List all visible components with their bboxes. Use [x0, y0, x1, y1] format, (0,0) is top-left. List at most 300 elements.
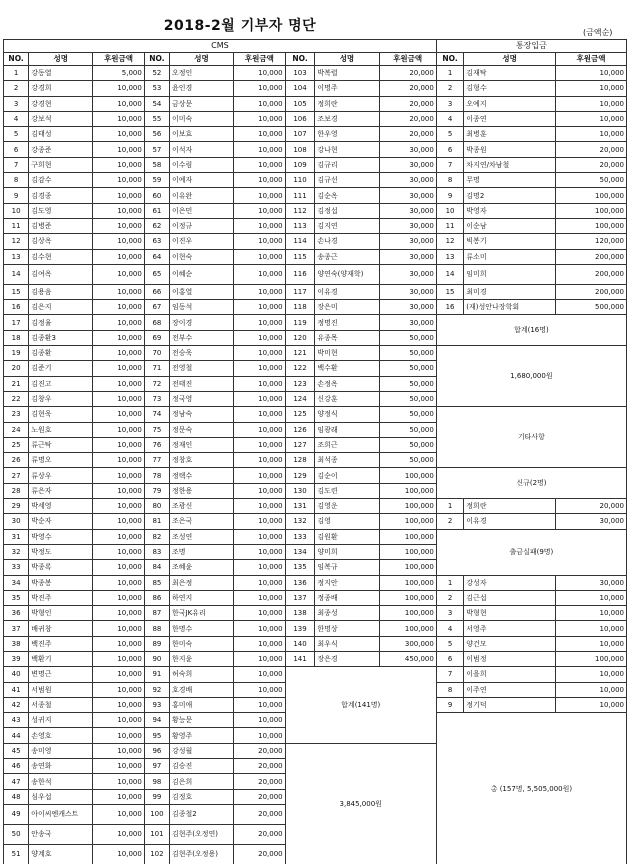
cell-amount: 10,000 [93, 218, 145, 233]
cell-amount: 10,000 [93, 111, 145, 126]
cell-amount: 120,000 [555, 234, 626, 249]
cell-no: 105 [285, 96, 315, 111]
cell-name: 유종목 [315, 330, 379, 345]
cell-no: 110 [285, 173, 315, 188]
cell-no: 2 [436, 590, 463, 605]
cell-no: 128 [285, 453, 315, 468]
cell-no: 36 [4, 606, 29, 621]
cell-name: 안송국 [29, 824, 93, 844]
cell-no: 31 [4, 529, 29, 544]
cell-name: 서영주 [464, 621, 556, 636]
cell-name: 박형현 [464, 606, 556, 621]
cell-name: 임미희 [464, 264, 556, 284]
cell-name: 백환기 [29, 651, 93, 666]
cell-amount: 10,000 [234, 346, 286, 361]
cell-no: 7 [436, 157, 463, 172]
col-header-no: NO. [436, 53, 463, 66]
cell-amount: 300,000 [379, 636, 436, 651]
cell-amount: 10,000 [93, 96, 145, 111]
cell-amount: 20,000 [379, 66, 436, 81]
cell-name: 김영 [315, 514, 379, 529]
cell-name: 하연지 [170, 590, 234, 605]
cell-no: 12 [436, 234, 463, 249]
cell-name: 한지윤 [170, 651, 234, 666]
cell-no: 5 [436, 127, 463, 142]
cell-name: 강나현 [315, 142, 379, 157]
table-row [4, 96, 627, 111]
cell-name: 이현숙 [170, 249, 234, 264]
cell-name: 김경종 [29, 188, 93, 203]
cell-name: 서종철 [29, 697, 93, 712]
table-row [4, 234, 627, 249]
table-row [4, 606, 627, 621]
cell-amount: 10,000 [93, 804, 145, 824]
cell-no: 133 [285, 529, 315, 544]
cell-name: 무명 [464, 173, 556, 188]
cell-name: 강성월 [170, 743, 234, 758]
table-row [4, 651, 627, 666]
cell-amount: 10,000 [234, 682, 286, 697]
cell-no: 103 [285, 66, 315, 81]
cell-amount: 50,000 [379, 453, 436, 468]
cell-amount: 20,000 [379, 81, 436, 96]
cell-amount: 10,000 [93, 315, 145, 330]
cell-name: 박복렬 [315, 66, 379, 81]
cell-name: 서범원 [29, 682, 93, 697]
cell-no: 1 [436, 499, 463, 514]
cell-amount: 10,000 [93, 142, 145, 157]
cell-no: 4 [436, 111, 463, 126]
cell-name: 김여옥 [29, 264, 93, 284]
cell-no: 136 [285, 575, 315, 590]
cell-no: 49 [4, 804, 29, 824]
cell-no: 33 [4, 560, 29, 575]
cell-no: 2 [436, 514, 463, 529]
cell-no: 1 [4, 66, 29, 81]
cell-amount: 100,000 [555, 651, 626, 666]
cell-amount: 10,000 [234, 483, 286, 498]
table-row [4, 218, 627, 233]
cell-amount: 10,000 [234, 529, 286, 544]
cell-name: 아이씨엔캐스트 [29, 804, 93, 824]
cell-name: 김정율 [29, 315, 93, 330]
cell-name: 정택수 [170, 468, 234, 483]
cell-amount: 10,000 [234, 157, 286, 172]
cell-name: 이종연 [464, 111, 556, 126]
cell-no: 119 [285, 315, 315, 330]
cell-no: 109 [285, 157, 315, 172]
cell-amount: 10,000 [93, 127, 145, 142]
cell-name: 배귀창 [29, 621, 93, 636]
table-row [4, 621, 627, 636]
cell-name: 한명상 [315, 621, 379, 636]
cell-name: 손나경 [315, 234, 379, 249]
cell-name: 이혜순 [170, 264, 234, 284]
cell-amount: 10,000 [93, 453, 145, 468]
cell-no: 13 [4, 249, 29, 264]
cell-no: 129 [285, 468, 315, 483]
cell-amount: 10,000 [93, 330, 145, 345]
cell-no: 63 [144, 234, 169, 249]
cell-name: 김종환 [29, 346, 93, 361]
cell-no: 54 [144, 96, 169, 111]
cell-name: 이보효 [170, 127, 234, 142]
cell-amount: 10,000 [93, 560, 145, 575]
cell-no: 82 [144, 529, 169, 544]
cell-name: 빅봉기 [464, 234, 556, 249]
cell-amount: 10,000 [93, 81, 145, 96]
cell-amount: 10,000 [234, 66, 286, 81]
cell-no: 125 [285, 407, 315, 422]
cell-name: 정한용 [170, 483, 234, 498]
table-row [4, 142, 627, 157]
new-donors-label: 신규(2명) [436, 468, 626, 499]
cell-amount: 10,000 [234, 111, 286, 126]
cell-no: 106 [285, 111, 315, 126]
cell-amount: 10,000 [93, 529, 145, 544]
cell-no: 68 [144, 315, 169, 330]
cell-no: 43 [4, 713, 29, 728]
cell-no: 3 [4, 96, 29, 111]
cell-name: 양미희 [315, 544, 379, 559]
cell-no: 48 [4, 789, 29, 804]
cell-name: 손정옥 [315, 376, 379, 391]
cell-name: 김감수 [29, 173, 93, 188]
cell-name: 정명진 [315, 315, 379, 330]
cell-name: 한우영 [315, 127, 379, 142]
cell-name: 장은미 [315, 300, 379, 315]
cell-no: 80 [144, 499, 169, 514]
cell-no: 140 [285, 636, 315, 651]
cell-amount: 30,000 [555, 575, 626, 590]
cell-amount: 10,000 [93, 407, 145, 422]
table-row [4, 300, 627, 315]
cell-amount: 10,000 [93, 468, 145, 483]
cell-no: 3 [436, 96, 463, 111]
cell-no: 34 [4, 575, 29, 590]
cell-name: 김수현 [29, 249, 93, 264]
cell-amount: 10,000 [234, 499, 286, 514]
cell-no: 102 [144, 844, 169, 864]
bank-total-amount: 1,680,000원 [436, 346, 626, 407]
cell-amount: 50,000 [379, 330, 436, 345]
cell-no: 134 [285, 544, 315, 559]
col-header-amount: 후원금액 [555, 53, 626, 66]
cell-name: 정문숙 [170, 422, 234, 437]
cell-name: 송한석 [29, 774, 93, 789]
cell-amount: 10,000 [234, 468, 286, 483]
cell-name: 최종성 [315, 606, 379, 621]
cell-no: 3 [436, 606, 463, 621]
cell-amount: 5,000 [93, 66, 145, 81]
cell-amount: 10,000 [93, 667, 145, 682]
cell-amount: 20,000 [379, 127, 436, 142]
cell-no: 99 [144, 789, 169, 804]
cell-name: 박종원 [464, 142, 556, 157]
cell-amount: 10,000 [555, 127, 626, 142]
cell-no: 5 [4, 127, 29, 142]
cell-amount: 10,000 [234, 264, 286, 284]
cell-amount: 10,000 [234, 249, 286, 264]
cell-amount: 10,000 [93, 249, 145, 264]
cell-no: 4 [436, 621, 463, 636]
cell-amount: 10,000 [555, 96, 626, 111]
cell-name: 김은희 [170, 774, 234, 789]
cell-no: 53 [144, 81, 169, 96]
cell-amount: 20,000 [555, 157, 626, 172]
cell-no: 55 [144, 111, 169, 126]
cell-amount: 10,000 [93, 606, 145, 621]
cell-amount: 10,000 [234, 203, 286, 218]
cell-no: 9 [4, 188, 29, 203]
cell-amount: 20,000 [234, 824, 286, 844]
cell-name: 조명 [170, 544, 234, 559]
cell-no: 14 [436, 264, 463, 284]
cell-amount: 10,000 [234, 575, 286, 590]
cell-name: 박정도 [29, 544, 93, 559]
cell-name: 이범정 [464, 651, 556, 666]
cell-no: 83 [144, 544, 169, 559]
cell-no: 37 [4, 621, 29, 636]
cell-amount: 10,000 [234, 127, 286, 142]
table-row [4, 407, 627, 422]
cell-no: 115 [285, 249, 315, 264]
cell-name: 류근탁 [29, 437, 93, 452]
page-title: 2018-2월 기부자 명단 [163, 18, 317, 34]
cell-amount: 10,000 [234, 284, 286, 299]
cell-name: 김근섭 [464, 590, 556, 605]
other-notes-label: 기타사항 [436, 407, 626, 468]
col-header-no: NO. [4, 53, 29, 66]
table-row [4, 81, 627, 96]
cell-name: 김은지 [29, 300, 93, 315]
cell-amount: 10,000 [93, 636, 145, 651]
cell-name: 박종봉 [29, 575, 93, 590]
cell-amount: 10,000 [234, 142, 286, 157]
cell-name: 박순자 [29, 514, 93, 529]
cell-name: 김창우 [29, 391, 93, 406]
cell-name: 한국JK유리 [170, 606, 234, 621]
cell-amount: 10,000 [93, 422, 145, 437]
cell-amount: 20,000 [555, 499, 626, 514]
cell-amount: 100,000 [379, 590, 436, 605]
cell-no: 38 [4, 636, 29, 651]
cell-no: 81 [144, 514, 169, 529]
cell-amount: 30,000 [379, 203, 436, 218]
cell-amount: 10,000 [234, 636, 286, 651]
cell-amount: 30,000 [379, 249, 436, 264]
cell-amount: 10,000 [93, 774, 145, 789]
cell-no: 30 [4, 514, 29, 529]
cell-no: 29 [4, 499, 29, 514]
cell-name: 오예지 [464, 96, 556, 111]
cell-amount: 100,000 [379, 529, 436, 544]
cell-no: 78 [144, 468, 169, 483]
cell-no: 71 [144, 361, 169, 376]
cell-amount: 10,000 [555, 66, 626, 81]
cell-amount: 10,000 [234, 234, 286, 249]
cell-amount: 10,000 [93, 743, 145, 758]
cell-amount: 10,000 [93, 621, 145, 636]
cell-name: 조광신 [170, 499, 234, 514]
cell-amount: 10,000 [555, 81, 626, 96]
cell-name: 양계호 [29, 844, 93, 864]
cell-name: 김용음 [29, 284, 93, 299]
cell-no: 6 [4, 142, 29, 157]
table-row [4, 157, 627, 172]
cell-amount: 500,000 [555, 300, 626, 315]
cell-amount: 10,000 [93, 651, 145, 666]
cell-name: 전태진 [170, 376, 234, 391]
cell-amount: 20,000 [234, 804, 286, 824]
cell-name: 정희란 [315, 96, 379, 111]
cell-amount: 100,000 [555, 218, 626, 233]
cell-name: 한미숙 [170, 636, 234, 651]
cell-name: 정남숙 [170, 407, 234, 422]
cell-name: 강동열 [29, 66, 93, 81]
cell-no: 61 [144, 203, 169, 218]
cell-amount: 20,000 [234, 774, 286, 789]
cell-no: 23 [4, 407, 29, 422]
cell-no: 117 [285, 284, 315, 299]
cell-name: 장은경 [315, 651, 379, 666]
cell-name: 호경배 [170, 682, 234, 697]
cell-no: 10 [4, 203, 29, 218]
cell-amount: 10,000 [234, 437, 286, 452]
table-row [4, 188, 627, 203]
cell-no: 108 [285, 142, 315, 157]
cell-amount: 100,000 [379, 621, 436, 636]
cell-amount: 10,000 [555, 697, 626, 712]
cell-name: 홍미애 [170, 697, 234, 712]
cell-no: 10 [436, 203, 463, 218]
cell-name: 김병준 [29, 218, 93, 233]
cell-amount: 30,000 [379, 315, 436, 330]
cell-amount: 10,000 [234, 514, 286, 529]
cell-name: 강경현 [29, 96, 93, 111]
cell-amount: 10,000 [93, 264, 145, 284]
cell-name: 성귀지 [29, 713, 93, 728]
cell-no: 57 [144, 142, 169, 157]
table-row [4, 203, 627, 218]
cell-name: 김종철2 [170, 804, 234, 824]
col-header-name: 성명 [170, 53, 234, 66]
cms-total-amount: 3,845,000원 [285, 743, 436, 864]
cell-no: 111 [285, 188, 315, 203]
cell-amount: 10,000 [234, 453, 286, 468]
cell-no: 95 [144, 728, 169, 743]
table-row [4, 66, 627, 81]
cell-no: 5 [436, 636, 463, 651]
cell-amount: 10,000 [234, 391, 286, 406]
cell-no: 11 [4, 218, 29, 233]
cell-amount: 10,000 [93, 713, 145, 728]
cell-name: 조보경 [315, 111, 379, 126]
cell-no: 8 [436, 682, 463, 697]
cell-amount: 10,000 [234, 218, 286, 233]
cell-no: 74 [144, 407, 169, 422]
cms-section-header: CMS [4, 40, 437, 53]
cell-no: 52 [144, 66, 169, 81]
col-header-amount: 후원금액 [93, 53, 145, 66]
cell-name: 이석자 [170, 142, 234, 157]
cell-name: 김현주(오정용) [170, 844, 234, 864]
cell-no: 16 [436, 300, 463, 315]
cell-no: 7 [436, 667, 463, 682]
cell-no: 124 [285, 391, 315, 406]
cell-name: 정지안 [315, 575, 379, 590]
cell-no: 114 [285, 234, 315, 249]
cell-no: 138 [285, 606, 315, 621]
cell-no: 120 [285, 330, 315, 345]
cell-name: 김규선 [315, 173, 379, 188]
cell-no: 70 [144, 346, 169, 361]
cell-no: 88 [144, 621, 169, 636]
cell-no: 131 [285, 499, 315, 514]
cell-amount: 10,000 [234, 560, 286, 575]
cell-name: 이주연 [464, 682, 556, 697]
cell-amount: 10,000 [93, 789, 145, 804]
cell-no: 76 [144, 437, 169, 452]
cell-amount: 100,000 [379, 560, 436, 575]
cell-amount: 30,000 [379, 173, 436, 188]
cell-no: 32 [4, 544, 29, 559]
cell-amount: 10,000 [234, 96, 286, 111]
cell-amount: 10,000 [93, 203, 145, 218]
cell-name: 강종준 [29, 142, 93, 157]
cell-no: 72 [144, 376, 169, 391]
cell-name: 심우섭 [29, 789, 93, 804]
cell-no: 11 [436, 218, 463, 233]
cell-amount: 200,000 [555, 249, 626, 264]
cell-name: 김순이 [315, 468, 379, 483]
cell-name: 송종근 [315, 249, 379, 264]
cell-name: 이유경 [464, 514, 556, 529]
cell-name: 이을희 [464, 667, 556, 682]
cell-amount: 10,000 [93, 728, 145, 743]
cell-name: 황영주 [170, 728, 234, 743]
cell-name: 정희란 [464, 499, 556, 514]
cell-amount: 10,000 [234, 651, 286, 666]
cell-no: 79 [144, 483, 169, 498]
table-row [4, 346, 627, 361]
cell-no: 87 [144, 606, 169, 621]
cell-name: 김태성 [29, 127, 93, 142]
cell-name: 최우식 [315, 636, 379, 651]
cell-no: 73 [144, 391, 169, 406]
cell-name: 김정섭 [315, 203, 379, 218]
cell-name: 박영자 [464, 203, 556, 218]
cell-no: 139 [285, 621, 315, 636]
cell-name: 노원호 [29, 422, 93, 437]
cell-name: 임동석 [170, 300, 234, 315]
cell-no: 96 [144, 743, 169, 758]
cell-amount: 100,000 [379, 483, 436, 498]
cell-name: 김상옥 [29, 234, 93, 249]
cell-name: 정기덕 [464, 697, 556, 712]
cell-no: 85 [144, 575, 169, 590]
cell-amount: 100,000 [379, 544, 436, 559]
col-header-amount: 후원금액 [234, 53, 286, 66]
table-row [4, 575, 627, 590]
col-header-name: 성명 [464, 53, 556, 66]
cell-no: 44 [4, 728, 29, 743]
table-row [4, 468, 627, 483]
cell-name: 김재탁 [464, 66, 556, 81]
cell-no: 26 [4, 453, 29, 468]
cell-name: 김현주(오정연) [170, 824, 234, 844]
cell-no: 101 [144, 824, 169, 844]
